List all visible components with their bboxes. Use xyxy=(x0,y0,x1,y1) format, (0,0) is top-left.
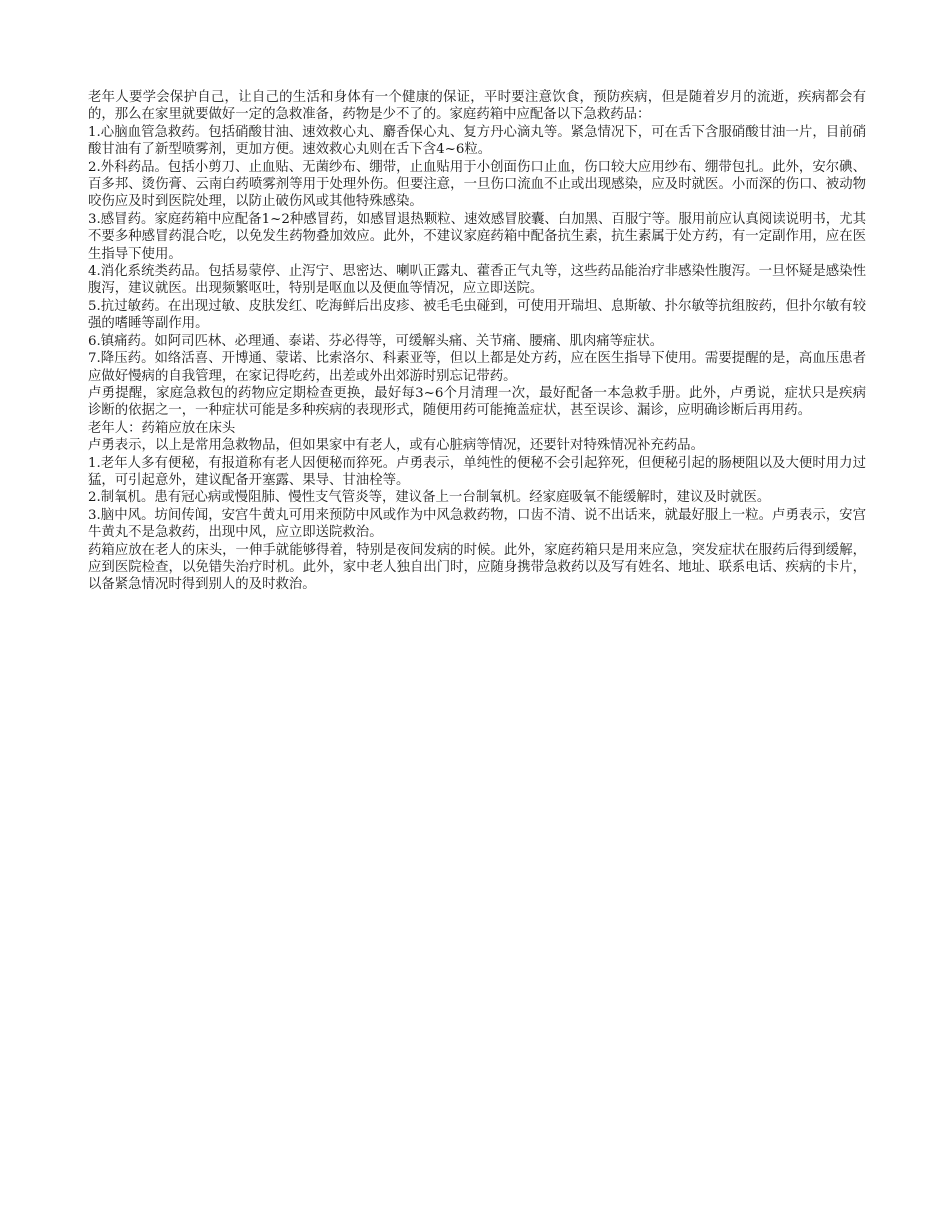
document-body xyxy=(88,89,866,594)
paragraph-elderly-item-2: 2.制氧机。患有冠心病或慢阻肺、慢性支气管炎等，建议备上一台制氧机。经家庭吸氧不能缓解时，建议及时就医。 xyxy=(88,490,771,506)
paragraph-item-4: 4.消化系统类药品。包括易蒙停、止泻宁、思密达、喇叭正露丸、藿香正气丸等，这些药品能治疗非感染性腹泻。一旦怀疑是感染性腹泻，建议就医。出现频繁呕吐，特别是呕血以及便血等情况，应立即送院。 xyxy=(88,264,866,297)
paragraph-item-1: 1.心脑血管急救药。包括硝酸甘油、速效救心丸、麝香保心丸、复方丹心滴丸等。紧急情况下，可在舌下含服硝酸甘油一片，目前硝酸甘油有了新型喷雾剂，更加方便。速效救心丸则在舌下含4~6粒。 xyxy=(88,124,866,158)
paragraph-item-3: 3.感冒药。家庭药箱中应配备1~2种感冒药，如感冒退热颗粒、速效感冒胶囊、白加黑、百服宁等。服用前应认真阅读说明书，尤其不要多种感冒药混合吃，以免发生药物叠加效应。此外，不建议家庭药箱中配备抗生素，抗生素属于处方药，有一定副作用，应在医生指导下使用。 xyxy=(88,211,866,262)
paragraph-reminder: 卢勇提醒，家庭急救包的药物应定期检查更换，最好每3~6个月清理一次，最好配备一本急救手册。此外，卢勇说，症状只是疾病诊断的依据之一，一种症状可能是多种疾病的表现形式，随便用药可能掩盖症状，甚至误诊、漏诊，应明确诊断后再用药。 xyxy=(88,385,866,419)
paragraph-closing: 药箱应放在老人的床头，一伸手就能够得着，特别是夜间发病的时候。此外，家庭药箱只是用来应急，突发症状在服药后得到缓解，应到医院检查，以免错失治疗时机。此外，家中老人独自出门时，应随身携带急救药以及写有姓名、地址、联系电话、疾病的卡片，以备紧急情况时得到别人的及时救治。 xyxy=(88,542,866,593)
paragraph-item-5: 5.抗过敏药。在出现过敏、皮肤发红、吃海鲜后出皮疹、被毛毛虫碰到，可使用开瑞坦、息斯敏、扑尔敏等抗组胺药，但扑尔敏有较强的嗜睡等副作用。 xyxy=(88,298,866,332)
paragraph-elderly-item-3: 3.脑中风。坊间传闻，安宫牛黄丸可用来预防中风或作为中风急救药物，口齿不清、说不出话来，就最好服上一粒。卢勇表示，安宫牛黄丸不是急救药，出现中风，应立即送院救治。 xyxy=(88,507,866,541)
paragraph-item-6: 6.镇痛药。如阿司匹林、必理通、泰诺、芬必得等，可缓解头痛、关节痛、腰痛、肌肉痛等症状。 xyxy=(88,333,664,349)
section-heading: 老年人：药箱应放在床头 xyxy=(88,420,236,436)
paragraph-intro: 老年人要学会保护自己，让自己的生活和身体有一个健康的保证，平时要注意饮食，预防疾病，但是随着岁月的流逝，疾病都会有的，那么在家里就要做好一定的急救准备，药物是少不了的。家庭药箱中应配备以下急救药品： xyxy=(88,90,866,123)
paragraph-item-7: 7.降压药。如络活喜、开博通、蒙诺、比索洛尔、科素亚等，但以上都是处方药，应在医生指导下使用。需要提醒的是，高血压患者应做好慢病的自我管理，在家记得吃药，出差或外出郊游时别忘记带药。 xyxy=(88,351,866,384)
paragraph-item-2: 2.外科药品。包括小剪刀、止血贴、无菌纱布、绷带，止血贴用于小创面伤口止血，伤口较大应用纱布、绷带包扎。此外，安尔碘、百多邦、烫伤膏、云南白药喷雾剂等用于处理外伤。但要注意，一旦伤口流血不止或出现感染，应及时就医。小而深的伤口、被动物咬伤应及时到医院处理，以防止破伤风或其他特殊感染。 xyxy=(88,159,866,210)
paragraph-elderly-item-1: 1.老年人多有便秘，有报道称有老人因便秘而猝死。卢勇表示，单纯性的便秘不会引起猝死，但便秘引起的肠梗阻以及大便时用力过猛，可引起意外，建议配备开塞露、果导、甘油栓等。 xyxy=(88,455,866,488)
paragraph-elderly-intro: 卢勇表示，以上是常用急救物品，但如果家中有老人，或有心脏病等情况，还要针对特殊情况补充药品。 xyxy=(88,438,704,454)
